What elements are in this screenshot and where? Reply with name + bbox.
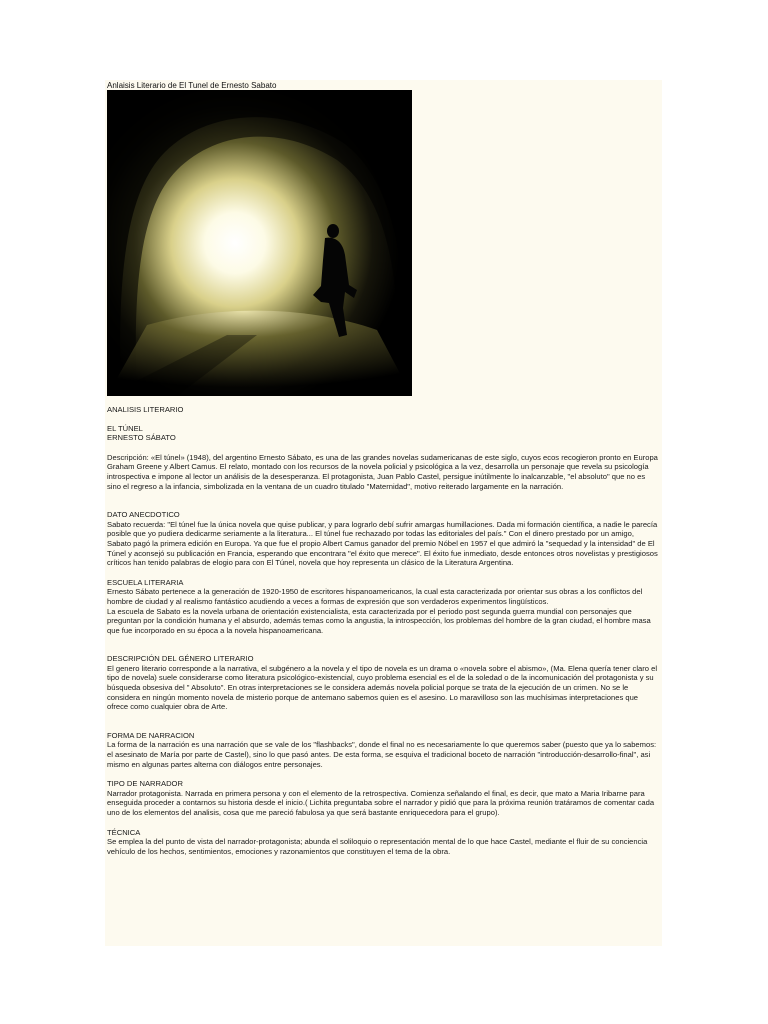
section-tecnica bbox=[107, 828, 660, 857]
escuela-text-2: La escuela de Sabato es la novela urbana de orientación existencialista, esta caracterizada por el periodo post segunda guerra mundial con personajes que preguntan por la condición humana y el absurdo, además temas como la angustia, la introspección, los problemas del hombre de la gran ciudad, el hombre masa que fue incorporado en su época a la novela hispanoamericana. bbox=[107, 606, 651, 635]
tipo-text: Narrador protagonista. Narrada en primera persona y con el elemento de la retrospectiva. Comienza señalando el final, es decir, que mato a Maria Iribarne para enseguida proceder a contarnos su historia desde el inicio.( Lichita preguntaba sobre el narrador y pidió que para la próxima reunión tratáramos de comentar cada uno de los elementos del analisis, cosa que me pareció fabulosa ya que será bastante enriquecedora para el grupo). bbox=[107, 788, 655, 817]
genero-text: El genero literario corresponde a la narrativa, el subgénero a la novela y el tipo de novela es un drama o «novela sobre el abismo», (Ma. Elena quería tener claro el tipo de novela) suele considerarse como literatura psicológico-existencial, cuyo problema esencial es el de la soledad o de la incomunicación del protagonista y su búsqueda obsesiva del " Absoluto". En otras interpretaciones se le considera además novela policial porque se trata de la ejecución de un crimen. No se le considera en ningún momento novela de misterio porque de antemano sabemos quien es el asesino. Lo maravilloso son las muchísimas interpretaciones que ofrece como cualquier obra de Arte. bbox=[107, 663, 658, 712]
tecnica-text: Se emplea la del punto de vista del narrador-protagonista; abunda el soliloquio o representación mental de lo que hace Castel, mediante el fluir de su conciencia vehículo de los hechos, sentimientos, emociones y razonamientos que constituyen el tema de la obra. bbox=[107, 837, 648, 856]
heading-block bbox=[107, 405, 660, 443]
section-escuela-literaria bbox=[107, 578, 660, 636]
document-page bbox=[105, 80, 662, 946]
section-dato-anecdotico bbox=[107, 510, 660, 568]
tunnel-photo bbox=[107, 90, 412, 396]
escuela-text-1: Ernesto Sábato pertenece a la generación de 1920-1950 de escritores hispanoamericanos, la cual esta caracterizada por orientar sus obras a los conflictos del hombre de ciudad y al realismo fantástico acudiendo a veces a formas de expresión que son verdaderos experimentos lingüísticos. bbox=[107, 587, 643, 606]
forma-heading: FORMA DE NARRACION bbox=[107, 730, 195, 740]
section-genero-literario bbox=[107, 654, 660, 712]
forma-text: La forma de la narración es una narración que se vale de los "flashbacks", donde el final no es necesariamente lo que queremos saber (puesto que ya lo sabemos: el asesinato de María por parte de Castel), sino lo que pasó antes. De esta forma, se esquiva el tradicional boceto de narración "introducción-desarrollo-final", asi mismo en algunas partes alterna con diálogos entre personajes. bbox=[107, 740, 657, 769]
descripcion-text: Descripción: «El túnel» (1948), del argentino Ernesto Sábato, es una de las grandes novelas sudamericanas de este siglo, cuyos ecos recogieron pronto en Europa Graham Greene y Albert Camus. El relato, montado con los recursos de la novela policial y psicológica a la vez, desarrolla un personaje que revela su psicología introspectiva e impone al lector un análisis de la desesperanza. El protagonista, Juan Pablo Castel, persigue inútilmente lo inalcanzable, "el absoluto" que no es sino el regreso a la infancia, simbolizada en la ventana de un cuadro titulado "Maternidad", motivo reiterado largamente en la narración. bbox=[107, 452, 658, 491]
work-title: EL TÚNEL bbox=[107, 423, 143, 433]
escuela-heading: ESCUELA LITERARIA bbox=[107, 577, 184, 587]
genero-heading: DESCRIPCIÓN DEL GÉNERO LITERARIO bbox=[107, 654, 254, 664]
document-title: Anlaisis Literario de El Tunel de Ernesto Sabato bbox=[107, 81, 277, 90]
tipo-heading: TIPO DE NARRADOR bbox=[107, 779, 183, 789]
section-tipo-narrador bbox=[107, 779, 660, 817]
section-descripcion bbox=[107, 453, 660, 491]
article-body bbox=[107, 405, 660, 856]
dato-heading: DATO ANECDOTICO bbox=[107, 510, 180, 520]
section-forma-narracion bbox=[107, 731, 660, 769]
author-name: ERNESTO SÁBATO bbox=[107, 433, 176, 443]
dato-text: Sabato recuerda: "El túnel fue la única novela que quise publicar, y para lograrlo debí sufrir amargas humillaciones. Dada mi formación científica, a nadie le parecía posible que yo pudiera dedicarme seriamente a la literatura... El túnel fue rechazado por todas las editoriales del país." Con el dinero prestado por un amigo, Sabato pagó la primera edición en Europa. Ya que fue el propio Albert Camus ganador del premio Nóbel en 1957 el que admiró la "sequedad y la intensidad" de El Túnel y aconsejó su publicación en Francia, esperando que encontrara "el éxito que merece". El éxito fue inmediato, desde entonces otros novelistas y prestigiosos críticos han tenido palabras de elogio para con El Túnel, novela que hoy representa un clásico de la Literatura Argentina. bbox=[107, 519, 658, 568]
tecnica-heading: TÉCNICA bbox=[107, 827, 141, 837]
analisis-heading: ANALISIS LITERARIO bbox=[107, 405, 184, 414]
